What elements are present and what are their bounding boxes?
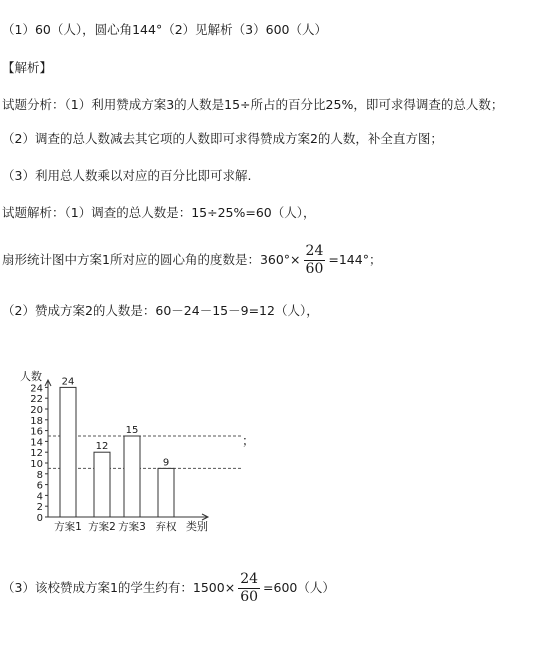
bar [94, 452, 110, 517]
bar-chart [0, 360, 260, 540]
y-tick-label: 18 [30, 415, 43, 427]
fraction-numerator: 24 [240, 571, 259, 587]
bar-data-label: 12 [95, 441, 109, 453]
bar [124, 436, 140, 517]
solution-line-4-prefix: （3）该校赞成方案1的学生约有：1500× [2, 580, 236, 595]
fraction-24-60 [304, 243, 326, 278]
x-tick-label: 方案3 [118, 521, 146, 533]
solution-line-3: （2）赞成方案2的人数是：60－24－15－9=12（人）， [2, 303, 319, 318]
x-axis-title: 类别 [186, 520, 208, 533]
answer-line: （1）60（人），圆心角144°（2）见解析（3）600（人） [2, 22, 327, 37]
bar [60, 387, 76, 517]
analysis-heading: 【解析】 [2, 60, 53, 75]
fraction-numerator: 24 [305, 243, 324, 259]
bar-data-label: 24 [61, 376, 75, 388]
solution-line-1: 试题解析：（1）调查的总人数是：15÷25%=60（人）， [2, 205, 316, 220]
analysis-line-1: 试题分析：（1）利用赞成方案3的人数是15÷所占的百分比25%，即可求得调查的总人数； [2, 97, 504, 112]
fraction-denominator: 60 [305, 261, 324, 277]
analysis-line-3: （3）利用总人数乘以对应的百分比即可求解. [2, 168, 252, 183]
y-tick-label: 10 [30, 459, 43, 470]
solution-line-4-suffix: =600（人） [263, 580, 335, 595]
bar [158, 468, 174, 517]
solution-line-2-prefix: 扇形统计图中方案1所对应的圆心角的度数是：360°× [2, 252, 301, 267]
solution-line-4 [2, 570, 335, 606]
y-tick-label: 6 [36, 480, 43, 492]
fraction-24-60-b [238, 571, 260, 606]
x-tick-label: 弃权 [155, 521, 177, 533]
y-tick-label: 14 [30, 437, 43, 449]
bar-data-label: 9 [162, 457, 170, 469]
x-tick-label: 方案2 [88, 521, 116, 533]
y-tick-label: 24 [30, 383, 43, 395]
solution-line-2-suffix: =144°； [328, 252, 382, 267]
y-tick-label: 4 [36, 491, 43, 503]
y-tick-label: 0 [36, 513, 43, 524]
fraction-denominator: 60 [240, 589, 259, 605]
bar-data-label: 15 [125, 425, 139, 436]
y-tick-label: 20 [30, 405, 43, 416]
after-chart-punctuation: ； [242, 433, 255, 448]
y-tick-label: 16 [30, 426, 43, 438]
y-tick-label: 8 [36, 469, 43, 481]
y-axis-title: 人数 [20, 370, 42, 383]
x-tick-label: 方案1 [54, 521, 82, 533]
y-tick-label: 22 [30, 394, 43, 406]
y-tick-label: 12 [30, 448, 43, 460]
analysis-line-2: （2）调查的总人数减去其它项的人数即可求得赞成方案2的人数，补全直方图； [2, 131, 443, 146]
y-tick-label: 2 [36, 502, 43, 514]
solution-line-2 [2, 242, 381, 278]
